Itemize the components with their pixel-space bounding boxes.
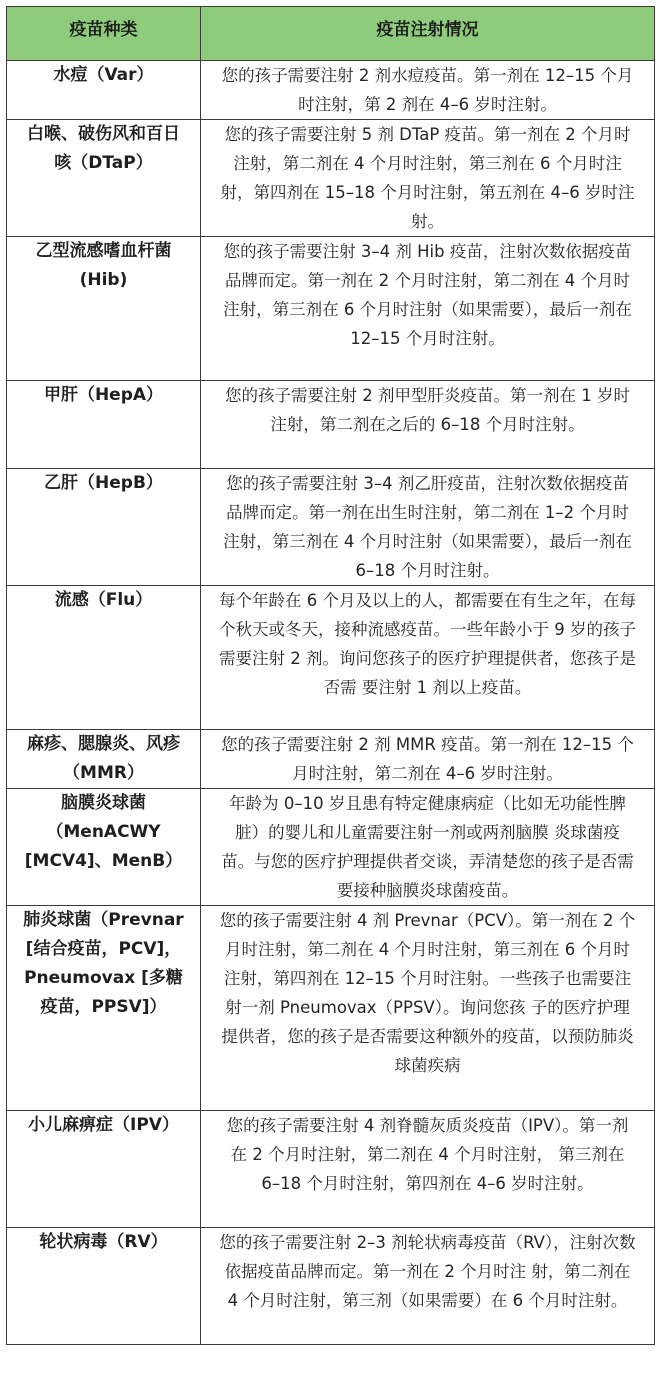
table-row	[7, 469, 655, 586]
vaccine-name: 乙型流感嗜血杆菌 (Hib)	[7, 237, 201, 381]
vaccine-name: 麻疹、腮腺炎、风疹（MMR）	[7, 730, 201, 789]
vaccine-description: 您的孩子需要注射 2 剂水痘疫苗。第一剂在 12–15 个月时注射，第 2 剂在 4–6 岁时注射。	[201, 61, 655, 120]
table-row	[7, 381, 655, 469]
table-row	[7, 586, 655, 730]
vaccine-description: 年龄为 0–10 岁且患有特定健康病症（比如无功能性脾脏）的婴儿和儿童需要注射一剂或两剂脑膜 炎球菌疫苗。与您的医疗护理提供者交谈，弄清楚您的孩子是否需要接种脑膜炎球菌疫苗。	[201, 789, 655, 906]
vaccine-description: 您的孩子需要注射 3–4 剂 Hib 疫苗，注射次数依据疫苗品牌而定。第一剂在 2 个月时注射，第二剂在 4 个月时注射，第三剂在 6 个月时注射（如果需要），最后一剂在 12–15 个月时注射。	[201, 237, 655, 381]
table-row	[7, 1228, 655, 1345]
vaccine-description: 您的孩子需要注射 4 剂 Prevnar（PCV）。第一剂在 2 个月时注射，第二剂在 4 个月时注射，第三剂在 6 个月时注射，第四剂在 12–15 个月时注射。一些孩子也需要注射一剂 Pneumovax（PPSV）。询问您孩 子的医疗护理提供者，您的孩子是否需要这种额外的疫苗，以预防肺炎球菌疾病	[201, 906, 655, 1111]
vaccine-description: 您的孩子需要注射 4 剂脊髓灰质炎疫苗（IPV）。第一剂在 2 个月时注射，第二剂在 4 个月时注射， 第三剂在 6–18 个月时注射，第四剂在 4–6 岁时注射。	[201, 1111, 655, 1228]
table-row	[7, 906, 655, 1111]
vaccine-description: 每个年龄在 6 个月及以上的人，都需要在有生之年，在每个秋天或冬天，接种流感疫苗。一些年龄小于 9 岁的孩子需要注射 2 剂。询问您孩子的医疗护理提供者，您孩子是否需 要注射 1 剂以上疫苗。	[201, 586, 655, 730]
table-row	[7, 789, 655, 906]
table-row	[7, 237, 655, 381]
vaccine-description: 您的孩子需要注射 2 剂甲型肝炎疫苗。第一剂在 1 岁时注射，第二剂在之后的 6–18 个月时注射。	[201, 381, 655, 469]
vaccine-name: 白喉、破伤风和百日咳（DTaP）	[7, 120, 201, 237]
table-row	[7, 120, 655, 237]
vaccine-description: 您的孩子需要注射 3–4 剂乙肝疫苗，注射次数依据疫苗品牌而定。第一剂在出生时注射，第二剂在 1–2 个月时注射，第三剂在 4 个月时注射（如果需要），最后一剂在 6–18 个月时注射。	[201, 469, 655, 586]
vaccine-description: 您的孩子需要注射 5 剂 DTaP 疫苗。第一剂在 2 个月时注射，第二剂在 4 个月时注射，第三剂在 6 个月时注射，第四剂在 15–18 个月时注射，第五剂在 4–6 岁时注射。	[201, 120, 655, 237]
table-row	[7, 730, 655, 789]
vaccine-name: 乙肝（HepB）	[7, 469, 201, 586]
vaccine-name: 甲肝（HepA）	[7, 381, 201, 469]
vaccine-description: 您的孩子需要注射 2–3 剂轮状病毒疫苗（RV），注射次数依据疫苗品牌而定。第一剂在 2 个月时注 射，第二剂在 4 个月时注射，第三剂（如果需要）在 6 个月时注射。	[201, 1228, 655, 1345]
vaccine-name: 肺炎球菌（Prevnar [结合疫苗，PCV]，Pneumovax [多糖疫苗，PPSV]）	[7, 906, 201, 1111]
header-vaccine-type: 疫苗种类	[7, 7, 201, 61]
vaccine-name: 流感（Flu）	[7, 586, 201, 730]
vaccine-description: 您的孩子需要注射 2 剂 MMR 疫苗。第一剂在 12–15 个月时注射，第二剂在 4–6 岁时注射。	[201, 730, 655, 789]
vaccine-name: 轮状病毒（RV）	[7, 1228, 201, 1345]
table-row	[7, 1111, 655, 1228]
vaccine-schedule-table	[6, 6, 655, 1345]
vaccine-name: 脑膜炎球菌（MenACWY [MCV4]、MenB）	[7, 789, 201, 906]
vaccine-name: 水痘（Var）	[7, 61, 201, 120]
table-header-row	[7, 7, 655, 61]
vaccine-name: 小儿麻痹症（IPV）	[7, 1111, 201, 1228]
table-row	[7, 61, 655, 120]
header-vaccine-schedule: 疫苗注射情况	[201, 7, 655, 61]
